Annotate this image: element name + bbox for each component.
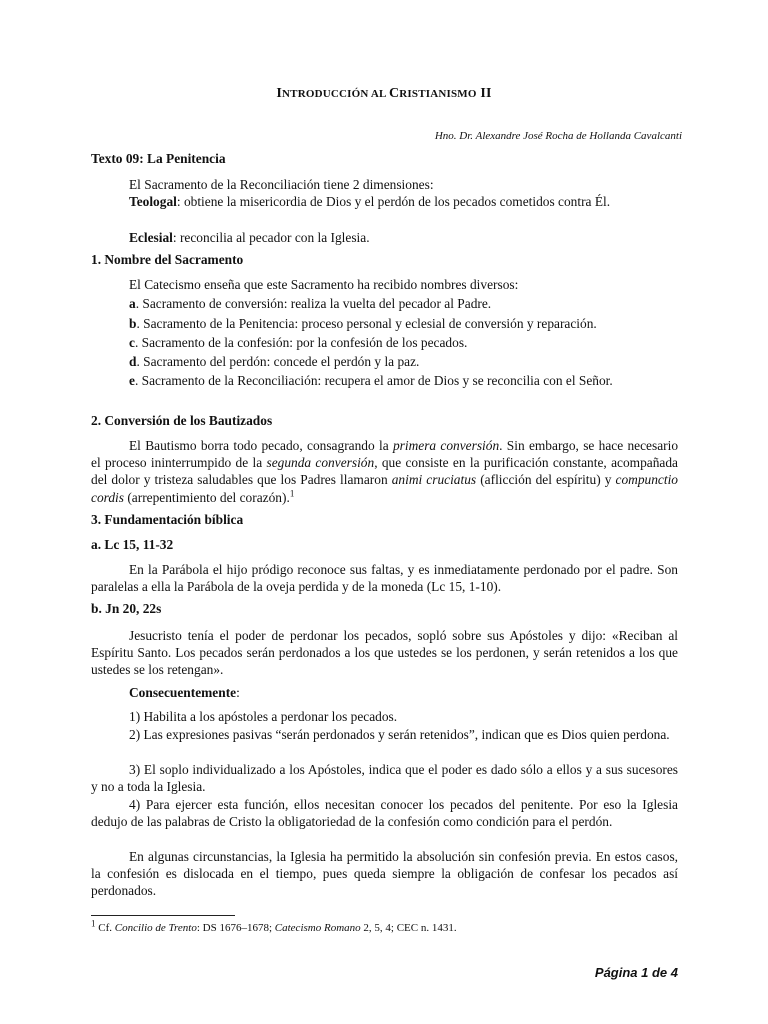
point-item: 2) Las expresiones pasivas “serán perdonados y serán retenidos”, indican que es Dios quien perdona. — [129, 727, 670, 742]
teologal-paragraph: Teologal: obtiene la misericordia de Dios y el perdón de los pecados cometidos contra Él. — [129, 194, 611, 209]
author-line: Hno. Dr. Alexandre José Rocha de Hollanda Cavalcanti — [434, 130, 682, 142]
footnote-divider — [91, 915, 235, 916]
list-item: e. Sacramento de la Reconciliación: recupera el amor de Dios y se reconcilia con el Señor. — [129, 373, 613, 388]
section-1-intro: El Catecismo enseña que este Sacramento ha recibido nombres diversos: — [129, 277, 519, 292]
list-item: b. Sacramento de la Penitencia: proceso personal y eclesial de conversión y reparación. — [129, 316, 597, 331]
intro-paragraph: El Sacramento de la Reconciliación tiene 2 dimensiones: — [129, 177, 434, 192]
point-item: 4) Para ejercer esta función, ellos necesitan conocer los pecados del penitente. Por eso la Iglesia dedujo de las palabras de Cristo la obligatoriedad de la confesión como condición para el perdón. — [91, 797, 678, 830]
eclesial-paragraph: Eclesial: reconcilia al pecador con la Iglesia. — [129, 230, 370, 245]
text-title: Texto 09: La Penitencia — [91, 151, 226, 166]
section-3-heading: 3. Fundamentación bíblica — [91, 512, 244, 527]
footnote: $^1$ Cf. Concilio de Trento: DS 1676–1678; Catecismo Romano 2, 5, 4; CEC n. 1431. — [91, 918, 457, 934]
subsection-b-heading: b. Jn 20, 22s — [91, 601, 162, 616]
subsection-a-text: En la Parábola el hijo pródigo reconoce sus faltas, y es inmediatamente perdonado por el padre. Son paralelas a ella la Parábola de la oveja perdida y de la moneda (Lc 15, 1-10). — [91, 562, 678, 595]
section-2-paragraph: El Bautismo borra todo pecado, consagrando la primera conversión. Sin embargo, se hace necesario el proceso ininterrumpido de la segunda conversión, que consiste en la purificación constante, acompañada del dolor y tristeza saludables que los Padres llamaron animi cruciatus (aflicción del espíritu) y compunctio cordis (arrepentimiento del corazón).$^1$ — [91, 438, 679, 505]
section-2-heading: 2. Conversión de los Bautizados — [91, 413, 273, 428]
consecuentemente-label: Consecuentemente: — [129, 685, 240, 700]
list-item: d. Sacramento del perdón: concede el perdón y la paz. — [129, 354, 420, 369]
subsection-b-text: Jesucristo tenía el poder de perdonar los pecados, sopló sobre sus Apóstoles y dijo: «Reciban al Espíritu Santo. Los pecados serán perdonados a los que ustedes se los perdonen, y serán retenidos a los que ustedes se los retengan». — [91, 628, 678, 678]
point-item: 1) Habilita a los apóstoles a perdonar los pecados. — [129, 709, 398, 724]
section-1-heading: 1. Nombre del Sacramento — [91, 252, 244, 267]
list-item: c. Sacramento de la confesión: por la confesión de los pecados. — [129, 335, 468, 350]
document-title: INTRODUCCIÓN AL CRISTIANISMO II — [276, 86, 492, 101]
point-item: En algunas circunstancias, la Iglesia ha permitido la absolución sin confesión previa. En estos casos, la confesión es dislocada en el tiempo, pues queda siempre la obligación de confesar los pecados así perdonados. — [91, 849, 678, 899]
subsection-a-heading: a. Lc 15, 11-32 — [91, 537, 174, 552]
footnote-ref[interactable]: 1 — [289, 488, 295, 499]
page-number: Página 1 de 4 — [594, 965, 678, 980]
point-item: 3) El soplo individualizado a los Apóstoles, indica que el poder es dado sólo a ellos y a sus sucesores y no a toda la Iglesia. — [91, 762, 678, 795]
list-item: a. Sacramento de conversión: realiza la vuelta del pecador al Padre. — [129, 296, 492, 311]
